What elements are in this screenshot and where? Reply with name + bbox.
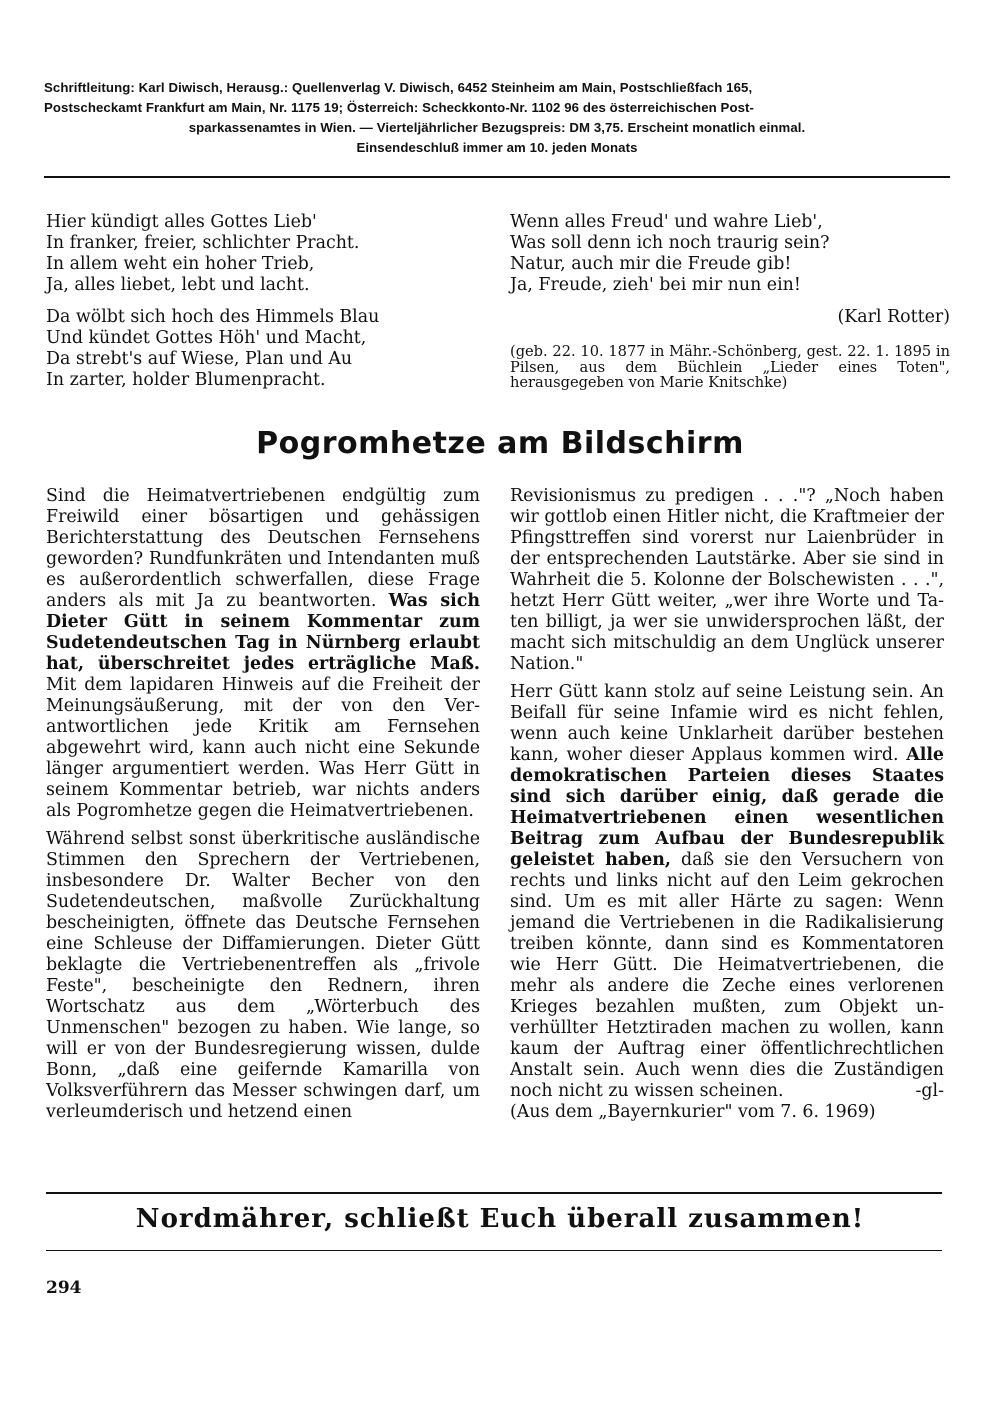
poem-left-column [46, 212, 476, 402]
article-left-column [46, 486, 480, 1130]
article-paragraph [46, 486, 480, 822]
poem-line: In franker, freier, schlichter Pracht. [46, 233, 360, 253]
slogan-rule-bottom [46, 1250, 942, 1251]
poem-line: In allem weht ein hoher Trieb, [46, 254, 315, 274]
article-paragraph: Während selbst sonst überkritische ausländische Stimmen den Sprechern der Vertriebenen, insbesondere Dr. Walter Becher von den Sudetendeutschen, maßvolle Zurückhaltung bescheinigten, öffnete das Deutsche Fernsehen eine Schleuse der Diffamierungen. Dieter Gütt beklagte die Vertriebenentreffen als „frivole Feste", bescheinigte den Rednern, ihren Wortschatz aus dem „Wörterbuch des Unmenschen" bezogen zu haben. Wie lange, so will er von der Bundesregierung wissen, dulde Bonn, „daß eine geifernde Kamarilla von Volksverführern das Messer schwingen darf, um verleumderisch und hetzend einen [46, 829, 480, 1122]
poem-line: Und kündet Gottes Höh' und Macht, [46, 328, 367, 348]
masthead-rule [44, 176, 950, 178]
article-right-column [510, 486, 944, 1123]
article-paragraph: Revisionismus zu predigen . . ."? „Noch haben wir gottlob einen Hitler nicht, die Kraftmeier der Pfingsttreffen sind vorerst nur Laienbrüder in der entsprechenden Lautstärke. Aber sie sind in Wahrheit die 5. Kolonne der Bolschewisten . . .", hetzt Herr Gütt weiter, „wer ihre Worte und Taten billigt, ja wer sie unwidersprochen läßt, der macht sich mitschuldig an dem Unglück unserer Nation." [510, 486, 944, 674]
article-text: Mit dem lapidaren Hinweis auf die Freiheit der Meinungsäußerung, mit der von den Verantwortlichen jede Kritik am Fernsehen abgewehrt wird, kann auch nicht eine Sekunde länger argumentiert werden. Was Herr Gütt in seinem Kommentar betrieb, war nichts anders als Pogromhetze gegen die Heimatvertriebenen. [46, 675, 480, 821]
poem-line: Natur, auch mir die Freude gib! [510, 254, 792, 274]
article-headline: Pogromhetze am Bildschirm [256, 426, 744, 461]
masthead [44, 78, 950, 158]
poem-line: In zarter, holder Blumenpracht. [46, 370, 326, 390]
masthead-line-1: Schriftleitung: Karl Diwisch, Herausg.: Quellenverlag V. Diwisch, 6452 Steinheim am Main, Postschließfach 165, [44, 80, 753, 95]
article-text: daß sie den Versuchern von rechts und links nicht auf den Leim gekrochen sind. Um es mit aller Härte zu sagen: Wenn jemand die Vertriebenen in die Radikalisierung treiben könnte, dann sind es Kommentatoren wie Herr Gütt. Die Heimatvertriebenen, die mehr als andere die Zeche eines verlorenen Krieges bezahlen mußten, zum Objekt unverhüllter Hetztiraden machen zu wollen, kann kaum der Auftrag einer öffentlichrechtlichen Anstalt sein. Auch wenn dies die Zuständigen noch nicht zu wissen scheinen. [510, 850, 945, 1101]
article-paragraph [510, 682, 944, 1102]
poem-stanza-3 [510, 212, 950, 296]
slogan-rule-top [46, 1192, 942, 1194]
masthead-line-4: Einsendeschluß immer am 10. jeden Monats [356, 140, 638, 155]
poem-line: Ja, Freude, zieh' bei mir nun ein! [510, 275, 801, 295]
article-bold-text: Was sich Dieter Gütt in seinem Kommentar zum Sudetendeutschen Tag in Nürnberg erlaubt hat, überschreitet jedes erträgliche Maß. [46, 591, 481, 674]
poem-line: Hier kündigt alles Gottes Lieb' [46, 212, 317, 232]
article-source [510, 1102, 944, 1123]
poem-stanza-1 [46, 212, 476, 296]
poem-bio-note: (geb. 22. 10. 1877 in Mähr.-Schönberg, gest. 22. 1. 1895 in Pilsen, aus dem Büchlein „Lieder eines Toten", herausgegeben von Marie Knitschke) [510, 343, 950, 391]
poem-line: Da strebt's auf Wiese, Plan und Au [46, 349, 353, 369]
poem-author: (Karl Rotter) [837, 307, 950, 327]
article-text: Sind die Heimatvertriebenen endgültig zum Freiwild einer bösartigen und gehässigen Berichterstattung des Deutschen Fernsehens geworden? Rundfunkräten und Intendanten muß es außerordentlich schwerfallen, diese Frage anders als mit Ja zu beantworten. [46, 486, 480, 611]
article-bold-text: Alle demokratischen Parteien dieses Staates sind sich darüber einig, daß gerade die Heimatvertriebenen einen wesentlichen Beitrag zum Aufbau der Bundesrepublik geleistet haben, [510, 745, 944, 870]
page-number: 294 [46, 1278, 82, 1298]
poem-line: Wenn alles Freud' und wahre Lieb', [510, 212, 823, 232]
masthead-line-3: sparkassenamtes in Wien. — Vierteljährlicher Bezugspreis: DM 3,75. Erscheint monatlich einmal. [188, 120, 806, 135]
slogan: Nordmährer, schließt Euch überall zusammen! [135, 1204, 865, 1234]
poem-line: Was soll denn ich noch traurig sein? [510, 233, 830, 253]
article-source-text: (Aus dem „Bayernkurier" vom 7. 6. 1969) [510, 1102, 876, 1122]
poem-line: Ja, alles liebet, lebt und lacht. [46, 275, 310, 295]
article-signature: -gl- [915, 1081, 944, 1101]
article-text: Herr Gütt kann stolz auf seine Leistung sein. An Beifall für seine Infamie wird es nicht fehlen, wenn auch keine Unklarheit darüber bestehen kann, woher dieser Applaus kommen wird. [510, 682, 944, 765]
masthead-line-2: Postscheckamt Frankfurt am Main, Nr. 1175 19; Österreich: Scheckkonto-Nr. 1102 96 des österreichischen Post- [44, 100, 755, 115]
poem-line: Da wölbt sich hoch des Himmels Blau [46, 307, 380, 327]
poem-right-column [510, 212, 950, 391]
poem-stanza-2 [46, 307, 476, 391]
